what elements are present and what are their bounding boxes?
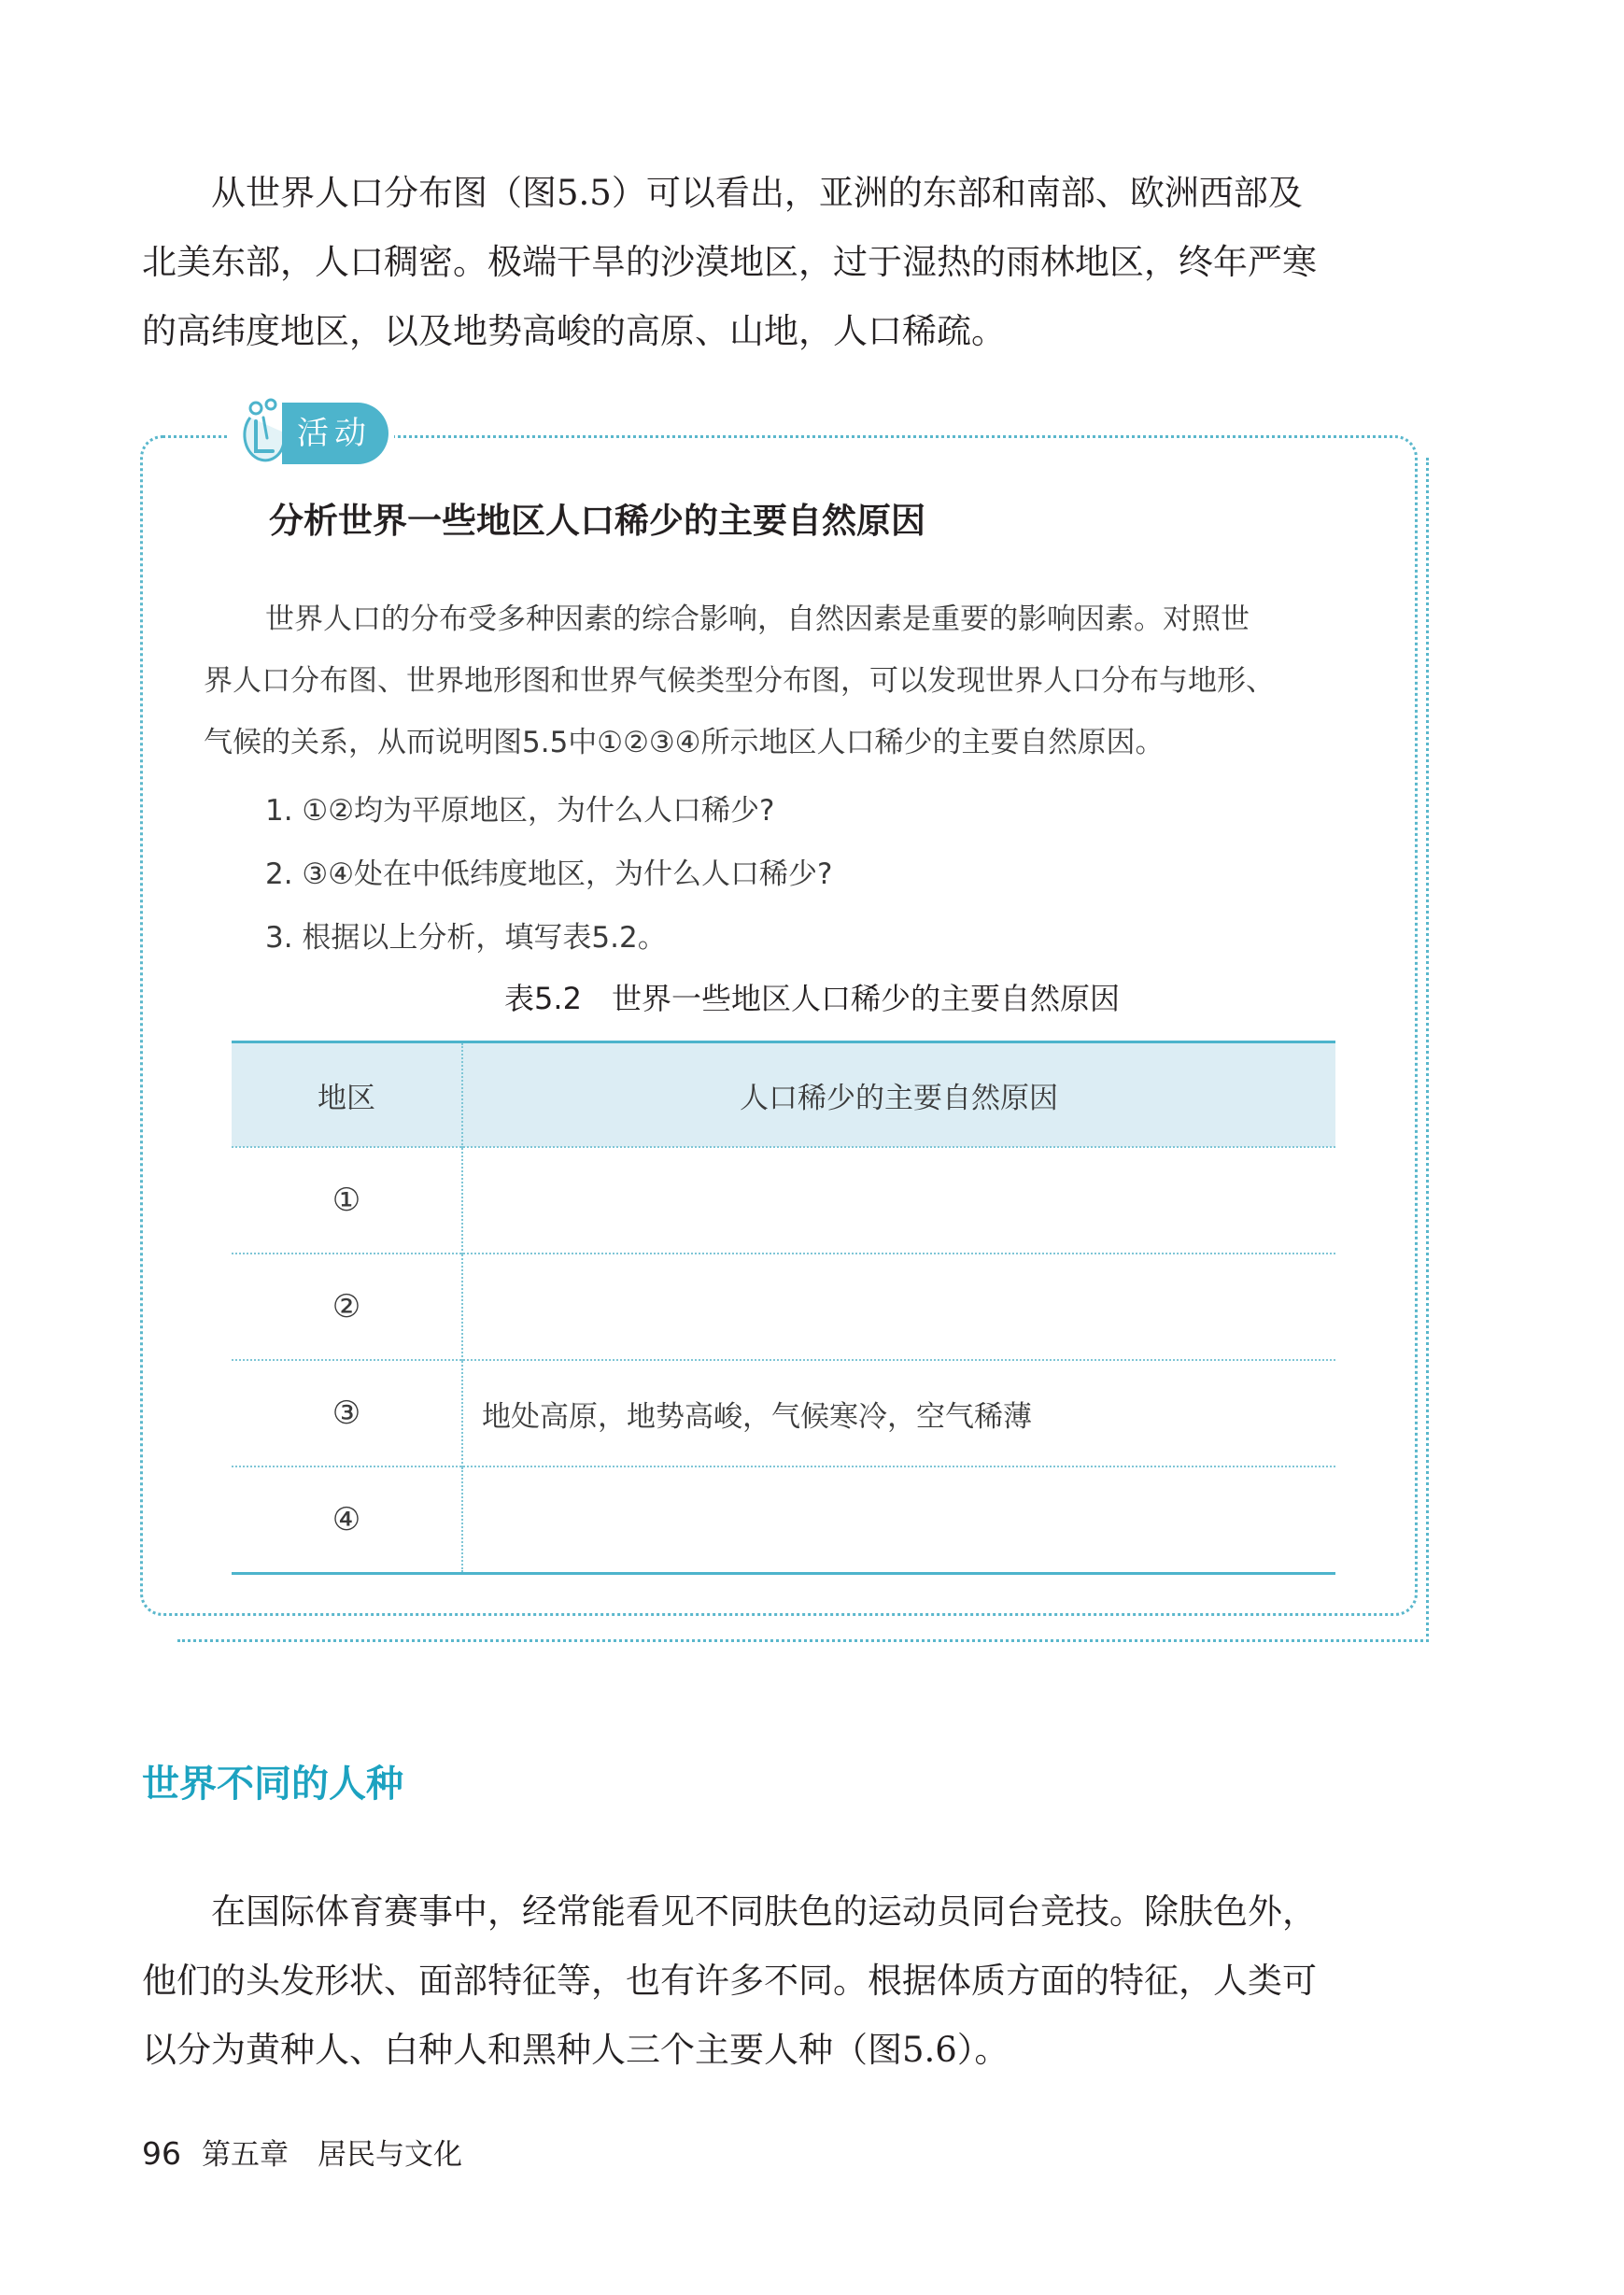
activity-description-line: 世界人口的分布受多种因素的综合影响，自然因素是重要的影响因素。对照世 <box>265 602 1250 636</box>
section-paragraph <box>142 1877 1431 2085</box>
page-footer <box>142 2133 462 2175</box>
activity-description <box>204 588 1380 773</box>
section-title: 世界不同的人种 <box>142 1763 403 1806</box>
activity-question: 1. ①②均为平原地区，为什么人口稀少? <box>265 794 775 828</box>
intro-line: 的高纬度地区，以及地势高峻的高原、山地，人口稀疏。 <box>142 311 1006 351</box>
activity-question-list <box>265 779 832 970</box>
section-line: 他们的头发形状、面部特征等，也有许多不同。根据体质方面的特征，人类可 <box>142 1961 1317 2001</box>
table-header-row <box>232 1042 1335 1148</box>
table-cell-reason[interactable]: 地处高原，地势高峻，气候寒冷，空气稀薄 <box>462 1360 1335 1466</box>
activity-title: 分析世界一些地区人口稀少的主要自然原因 <box>269 501 925 541</box>
table-row <box>232 1466 1335 1574</box>
table-cell-region: ② <box>232 1254 462 1360</box>
intro-line: 从世界人口分布图（图5.5）可以看出，亚洲的东部和南部、欧洲西部及 <box>211 173 1303 213</box>
intro-line: 北美东部，人口稠密。极端干旱的沙漠地区，过于湿热的雨林地区，终年严寒 <box>142 242 1317 282</box>
activity-question: 2. ③④处在中低纬度地区，为什么人口稀少? <box>265 857 833 891</box>
table-cell-region: ③ <box>232 1360 462 1466</box>
activity-badge <box>228 392 394 475</box>
activity-description-line: 气候的关系，从而说明图5.5中①②③④所示地区人口稀少的主要自然原因。 <box>204 726 1165 759</box>
page-number: 96 <box>142 2135 181 2172</box>
section-line: 在国际体育赛事中，经常能看见不同肤色的运动员同台竞技。除肤色外， <box>211 1891 1317 1932</box>
section-line: 以分为黄种人、白种人和黑种人三个主要人种（图5.6）。 <box>142 2030 1010 2070</box>
table-row <box>232 1147 1335 1254</box>
activity-icon <box>233 397 288 470</box>
reasons-table <box>232 1041 1335 1575</box>
chapter-title: 第五章 居民与文化 <box>202 2138 462 2172</box>
intro-paragraph <box>142 159 1431 366</box>
activity-badge-label: 活动 <box>282 403 388 464</box>
table-cell-reason[interactable] <box>462 1254 1335 1360</box>
table-caption: 表5.2 世界一些地区人口稀少的主要自然原因 <box>504 981 1120 1016</box>
activity-description-line: 界人口分布图、世界地形图和世界气候类型分布图，可以发现世界人口分布与地形、 <box>204 664 1275 698</box>
activity-question: 3. 根据以上分析，填写表5.2。 <box>265 921 667 955</box>
table-cell-reason[interactable] <box>462 1147 1335 1254</box>
table-cell-region: ④ <box>232 1466 462 1574</box>
table-cell-reason[interactable] <box>462 1466 1335 1574</box>
table-row <box>232 1360 1335 1466</box>
table-cell-region: ① <box>232 1147 462 1254</box>
table-row <box>232 1254 1335 1360</box>
table-header-reason: 人口稀少的主要自然原因 <box>462 1042 1335 1148</box>
table-header-region: 地区 <box>232 1042 462 1148</box>
